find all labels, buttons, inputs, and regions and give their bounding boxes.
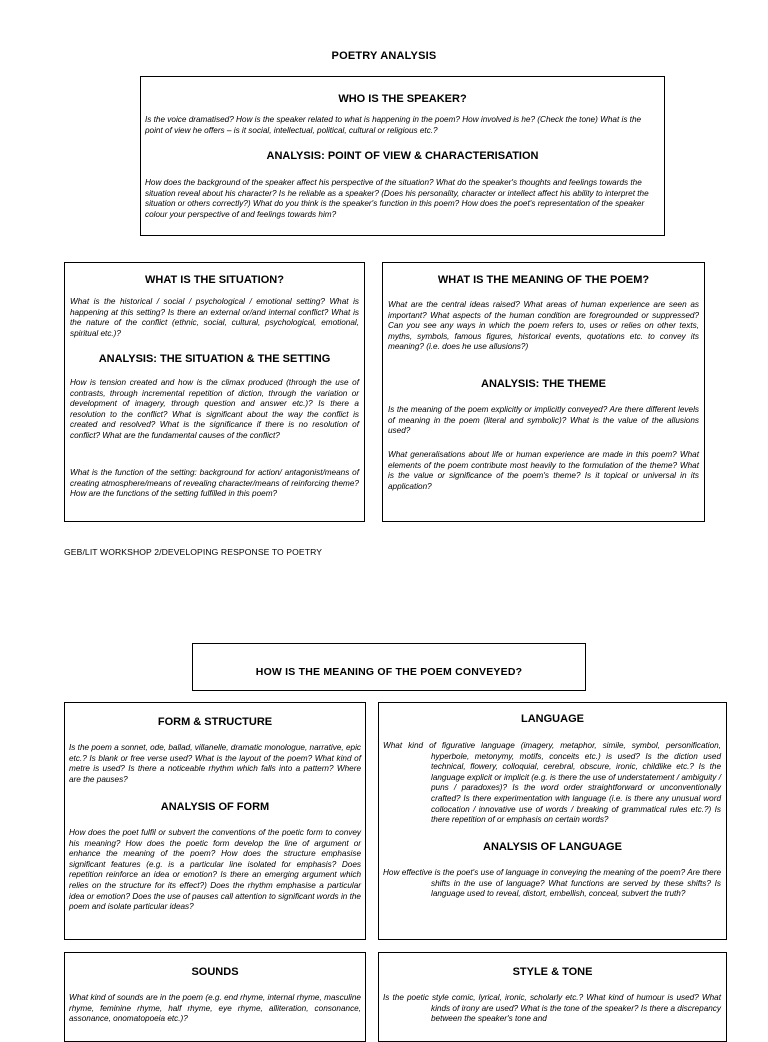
sounds-heading: SOUNDS: [191, 966, 239, 978]
language-text: What kind of figurative language (imagery, metaphor, simile, symbol, personification, hyperbole, metonymy, motifs, conceits etc.) is used? Is the diction used technical, flowery, colloquial, cerebral, obscure, ironic, childlike etc.? Is the language explicit or implicit (e.g. is there the use of understatement / ambiguity / puns / paradoxes)? Is the word order straightforward or unconventionally crafted? Is there experimentation with language (i.e. is there any unusual word collocation / innovative use of words / breaking of grammatical rules etc.?) Is there repetition of or emphasis on certain words?: [383, 741, 721, 825]
speaker-text: Is the voice dramatised? How is the speaker related to what is happening in the poem? How involved is he? (Check the tone) What is the point of view he offers – is it social, intellectual, political, cultural or religious etc.?: [145, 115, 642, 135]
language-box: [378, 702, 727, 940]
sounds-box: [64, 952, 366, 1042]
situation-box: [64, 262, 365, 522]
language-analysis-text: How effective is the poet's use of language in conveying the meaning of the poem? Are there shifts in the use of language? What functions are served by these shifts? Is language used to reveal, distort, embellish, conceal, subvert the truth?: [383, 868, 721, 899]
situation-analysis-text-2: What is the function of the setting: background for action/ antagonist/means of creating atmosphere/means of revealing character/means of reinforcing theme? How are the functions of the setting fulfilled in this poem?: [70, 468, 359, 499]
meaning-text: What are the central ideas raised? What areas of human experience are seen as important? What aspects of the human condition are foregrounded or suppressed? Can you see any ways in which the poem refers to, uses or relies on other texts, myths, symbols, famous figures, historical events, quotations etc. to convey its meaning? (i.e. does he use allusions?): [388, 300, 699, 352]
style-heading: STYLE & TONE: [512, 966, 593, 978]
form-analysis-text: How does the poet fulfil or subvert the conventions of the poetic form to convey his meaning? How does the poetic form develop the line of argument or enhance the meaning of the poem? How does the structure emphasise significant features (e.g. is a particular line isolated for emphasis? Does repetition reinforce an idea or emotion? Is there an emerging argument which relies on the structure for its effect?) Does the rhythm emphasise a particular idea or emotion? Does the use of pauses call attention to significant words in the poem and isolate particular ideas?: [69, 828, 361, 912]
style-text: Is the poetic style comic, lyrical, ironic, scholarly etc.? What kind of humour is used? What kinds of irony are used? What is the tone of the speaker? Is there a discrepancy between the speaker's tone and: [383, 993, 721, 1024]
meaning-analysis-heading: ANALYSIS: THE THEME: [481, 378, 606, 390]
form-text: Is the poem a sonnet, ode, ballad, villanelle, dramatic monologue, narrative, epic etc.? Is blank or free verse used? What is the layout of the poem? What kind of metre is used? Is there a noticeable rhythm which falls into a pattern? Where are the pauses?: [69, 743, 361, 784]
sounds-text: What kind of sounds are in the poem (e.g. end rhyme, internal rhyme, masculine rhyme, feminine rhyme, half rhyme, eye rhyme, alliteration, consonance, assonance, onomatopoeia etc.)?: [69, 993, 361, 1024]
form-analysis-heading: ANALYSIS OF FORM: [160, 801, 270, 813]
situation-analysis-heading: ANALYSIS: THE SITUATION & THE SETTING: [98, 353, 331, 365]
page-title: POETRY ANALYSIS: [331, 50, 437, 62]
meaning-box: [382, 262, 705, 522]
situation-heading: WHAT IS THE SITUATION?: [145, 274, 284, 286]
language-analysis-heading: ANALYSIS OF LANGUAGE: [483, 841, 622, 853]
situation-analysis-text-1: How is tension created and how is the climax produced (through the use of contrasts, through incremental repetition of diction, through the variation or development of imagery, through question and answer etc.)? Is there a resolution to the conflict? What is significant about the way the conflict is created and resolved? What is the significance if there is no resolution of conflict? What are the fundamental causes of the conflict?: [70, 378, 359, 440]
meaning-heading: WHAT IS THE MEANING OF THE POEM?: [437, 274, 650, 286]
speaker-heading: WHO IS THE SPEAKER?: [338, 93, 467, 105]
conveyed-title: HOW IS THE MEANING OF THE POEM CONVEYED?: [255, 666, 523, 678]
speaker-analysis-text: How does the background of the speaker affect his perspective of the situation? What do the speaker's thoughts and feelings towards the situation reveal about his character? Is he reliable as a speaker? (Does his personality, character or intellect affect his ability to interpret the situation or others correctly?) What do you think is the speaker's function in this poem? How does the poet's representation of the speaker colour your perspective of and feelings towards him?: [145, 178, 649, 219]
speaker-analysis-heading: ANALYSIS: POINT OF VIEW & CHARACTERISATION: [266, 150, 539, 162]
form-heading: FORM & STRUCTURE: [157, 716, 273, 728]
conveyed-title-box: [192, 643, 586, 691]
meaning-analysis-text-1: Is the meaning of the poem explicitly or implicitly conveyed? Are there different levels of meaning in the poem (literal and symbolic)? What is the value of the allusions used?: [388, 405, 699, 436]
style-box: [378, 952, 727, 1042]
meaning-analysis-text-2: What generalisations about life or human experience are made in this poem? What elements of the poem contribute most heavily to the formulation of the theme? What is the value or significance of the poem's theme? Is it topical or universal in its application?: [388, 450, 699, 491]
speaker-box: [140, 76, 665, 236]
situation-text: What is the historical / social / psychological / emotional setting? What is happening at this setting? Is there an external or/and internal conflict? What is the nature of the conflict (ethnic, social, cultural, psychological, emotional, spiritual etc.)?: [70, 297, 359, 338]
form-box: [64, 702, 366, 940]
page-footer: GEB/LIT WORKSHOP 2/DEVELOPING RESPONSE TO POETRY: [64, 547, 323, 557]
language-heading: LANGUAGE: [521, 713, 584, 725]
